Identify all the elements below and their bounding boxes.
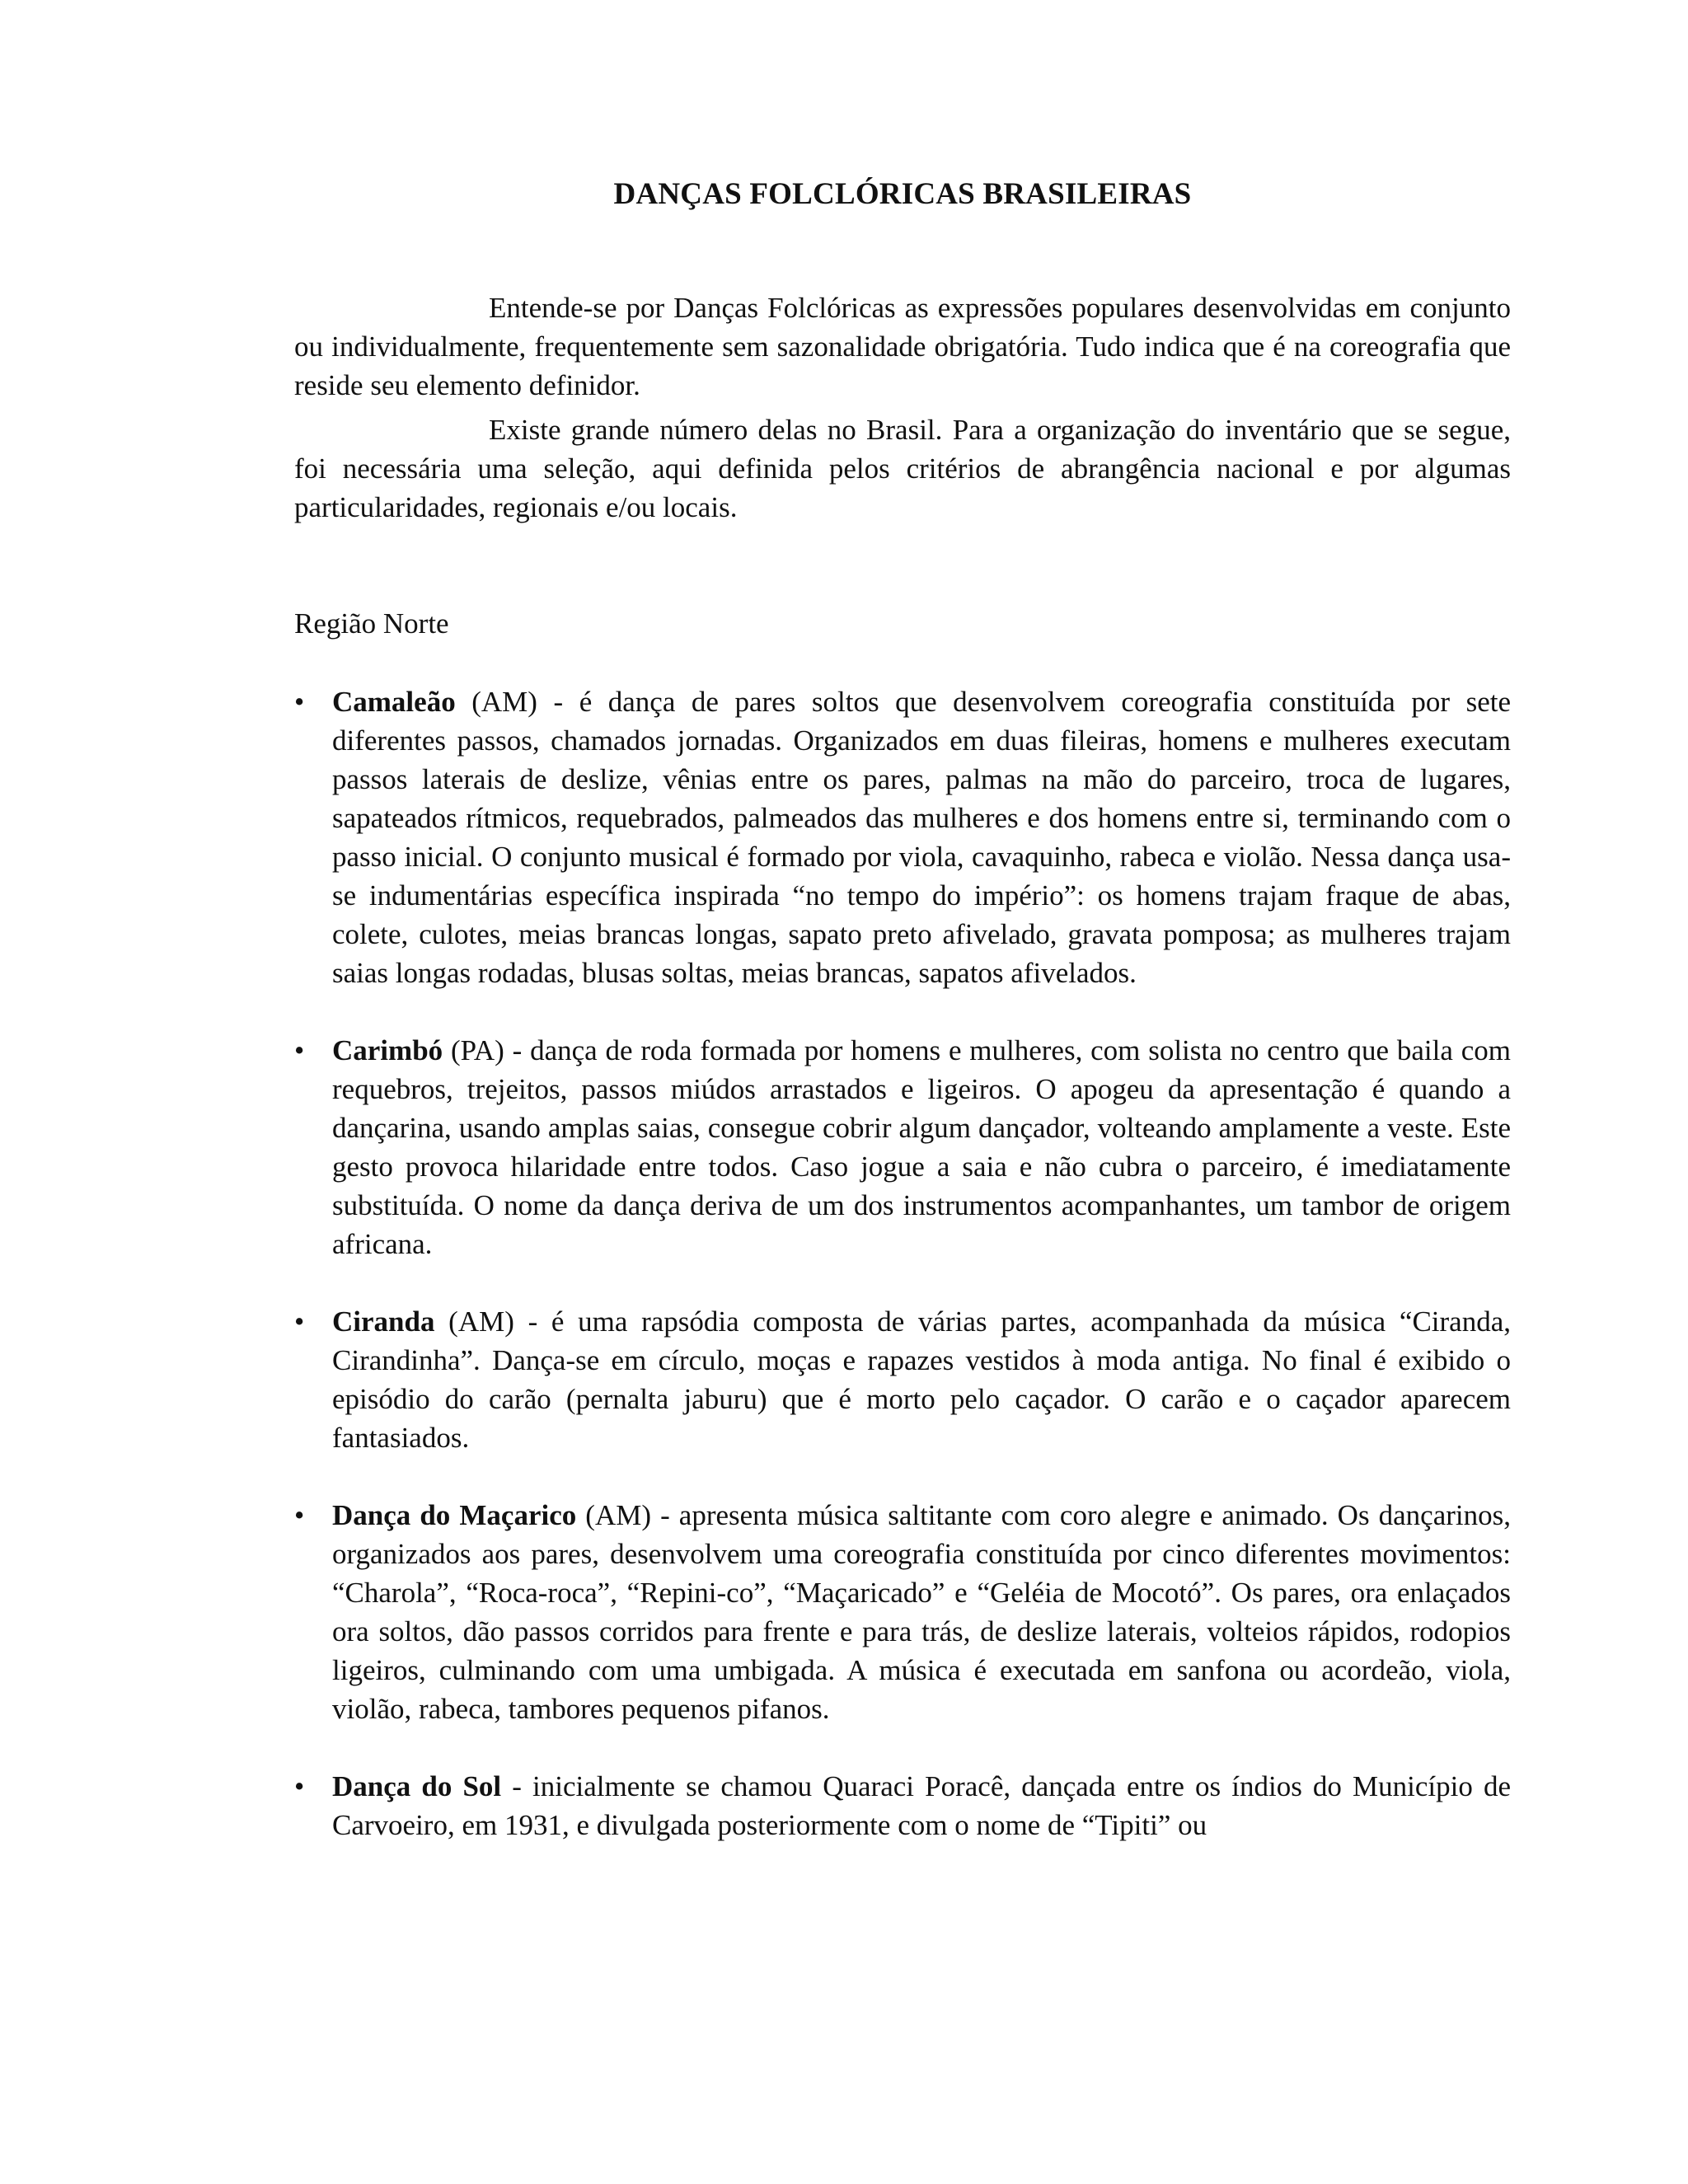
dance-description: (AM) - é uma rapsódia composta de várias partes, acompanhada da música “Ciranda, Cirandinha”. Dança-se em círculo, moças e rapazes vestidos à moda antiga. No final é exibido o episódio do carão (pernalta jaburu) que é morto pelo caçador. O carão e o caçador aparecem fantasiados. xyxy=(332,1305,1511,1454)
list-item xyxy=(294,1767,1511,1844)
list-item xyxy=(294,1496,1511,1728)
dance-name: Dança do Sol xyxy=(332,1770,502,1802)
dance-name: Camaleão xyxy=(332,686,456,718)
dance-name: Dança do Maçarico xyxy=(332,1499,577,1531)
dance-list xyxy=(294,682,1511,1844)
document-title: DANÇAS FOLCLÓRICAS BRASILEIRAS xyxy=(613,177,1192,211)
bullet-icon: • xyxy=(294,686,305,718)
document-body xyxy=(294,165,1511,1883)
region-heading: Região Norte xyxy=(294,607,449,640)
dance-description: (AM) - apresenta música saltitante com coro alegre e animado. Os dançarinos, organizados aos pares, desenvolvem uma coreografia constituída por cinco diferentes movimentos: “Charola”, “Roca-roca”, “Repini-co”, “Maçaricado” e “Geléia de Mocotó”. Os pares, ora enlaçados ora soltos, dão passos corridos para frente e para trás, de deslize laterais, volteios rápidos, rodopios ligeiros, culminando com uma umbigada. A música é executada em sanfona ou acordeão, viola, violão, rabeca, tambores pequenos pifanos. xyxy=(332,1499,1511,1725)
bullet-icon: • xyxy=(294,1499,305,1531)
dance-description: - inicialmente se chamou Quaraci Poracê, dançada entre os índios do Município de Carvoeiro, em 1931, e divulgada posteriormente com o nome de “Tipiti” ou xyxy=(332,1770,1511,1841)
dance-name: Carimbó xyxy=(332,1034,443,1066)
dance-name: Ciranda xyxy=(332,1305,435,1338)
dance-description: (PA) - dança de roda formada por homens e mulheres, com solista no centro que baila com requebros, trejeitos, passos miúdos arrastados e ligeiros. O apogeu da apresentação é quando a dançarina, usando amplas saias, consegue cobrir algum dançador, volteando amplamente a veste. Este gesto provoca hilaridade entre todos. Caso jogue a saia e não cubra o parceiro, é imediatamente substituída. O nome da dança deriva de um dos instrumentos acompanhantes, um tambor de origem africana. xyxy=(332,1034,1511,1260)
bullet-icon: • xyxy=(294,1770,305,1802)
bullet-icon: • xyxy=(294,1305,305,1338)
list-item xyxy=(294,1031,1511,1263)
intro-paragraph: Entende-se por Danças Folclóricas as expressões populares desenvolvidas em conjunto ou individualmente, frequentemente sem sazonalidade obrigatória. Tudo indica que é na coreografia que reside seu elemento definidor. xyxy=(294,292,1511,401)
list-item xyxy=(294,682,1511,992)
bullet-icon: • xyxy=(294,1034,305,1066)
dance-description: (AM) - é dança de pares soltos que desenvolvem coreografia constituída por sete diferentes passos, chamados jornadas. Organizados em duas fileiras, homens e mulheres executam passos laterais de deslize, vênias entre os pares, palmas na mão do parceiro, troca de lugares, sapateados rítmicos, requebrados, palmeados das mulheres e dos homens entre si, terminando com o passo inicial. O conjunto musical é formado por viola, cavaquinho, rabeca e violão. Nessa dança usa-se indumentárias específica inspirada “no tempo do império”: os homens trajam fraque de abas, colete, culotes, meias brancas longas, sapato preto afivelado, gravata pomposa; as mulheres trajam saias longas rodadas, blusas soltas, meias brancas, sapatos afivelados. xyxy=(332,686,1511,989)
intro-paragraph: Existe grande número delas no Brasil. Para a organização do inventário que se segue, foi necessária uma seleção, aqui definida pelos critérios de abrangência nacional e por algumas particularidades, regionais e/ou locais. xyxy=(294,414,1511,523)
list-item xyxy=(294,1302,1511,1457)
